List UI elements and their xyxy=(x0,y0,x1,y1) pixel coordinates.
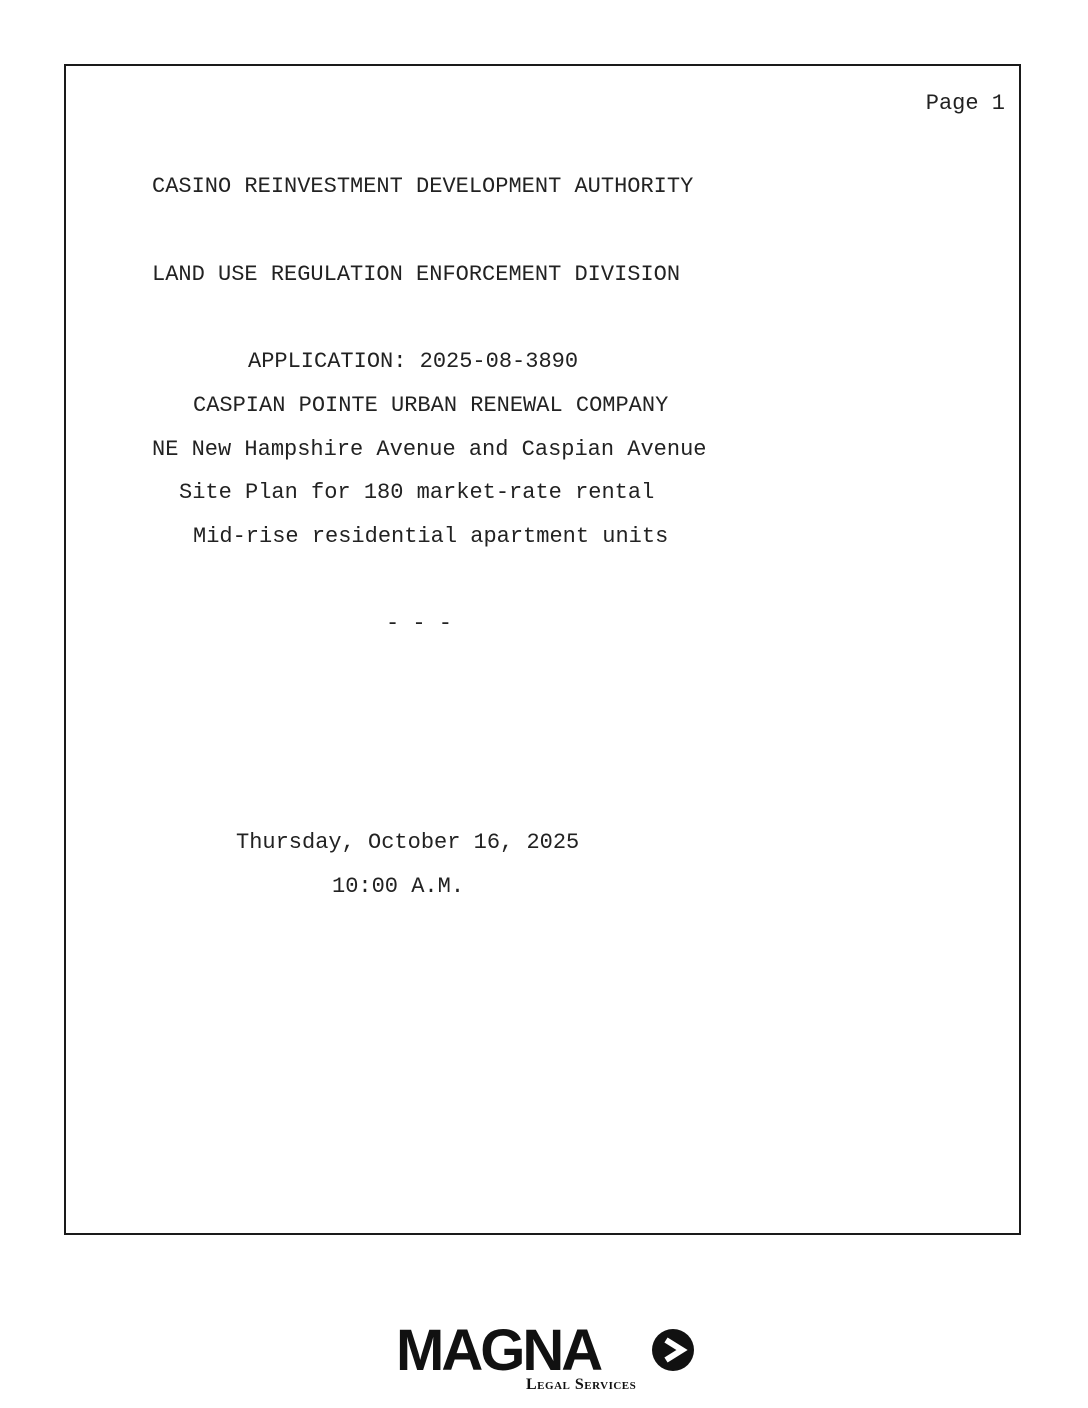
application-number: APPLICATION: 2025-08-3890 xyxy=(248,349,579,374)
hearing-date: Thursday, October 16, 2025 xyxy=(236,830,580,855)
transcript-page-frame xyxy=(64,64,1021,1235)
site-plan-description-continued: Mid-rise residential apartment units xyxy=(193,524,669,549)
section-separator: - - - xyxy=(386,611,453,636)
site-plan-description: Site Plan for 180 market-rate rental xyxy=(179,480,655,505)
site-location: NE New Hampshire Avenue and Caspian Avenue xyxy=(152,437,707,462)
logo-wordmark: MAGNA xyxy=(396,1318,601,1383)
magna-logo xyxy=(396,1320,696,1400)
logo-tagline: Legal Services xyxy=(526,1376,637,1393)
hearing-time: 10:00 A.M. xyxy=(332,874,465,899)
authority-heading: CASINO REINVESTMENT DEVELOPMENT AUTHORITY xyxy=(152,174,694,199)
chevron-circle-icon xyxy=(651,1328,695,1372)
applicant-name: CASPIAN POINTE URBAN RENEWAL COMPANY xyxy=(193,393,669,418)
page-number: Page 1 xyxy=(925,91,1005,116)
division-heading: LAND USE REGULATION ENFORCEMENT DIVISION xyxy=(152,262,681,287)
